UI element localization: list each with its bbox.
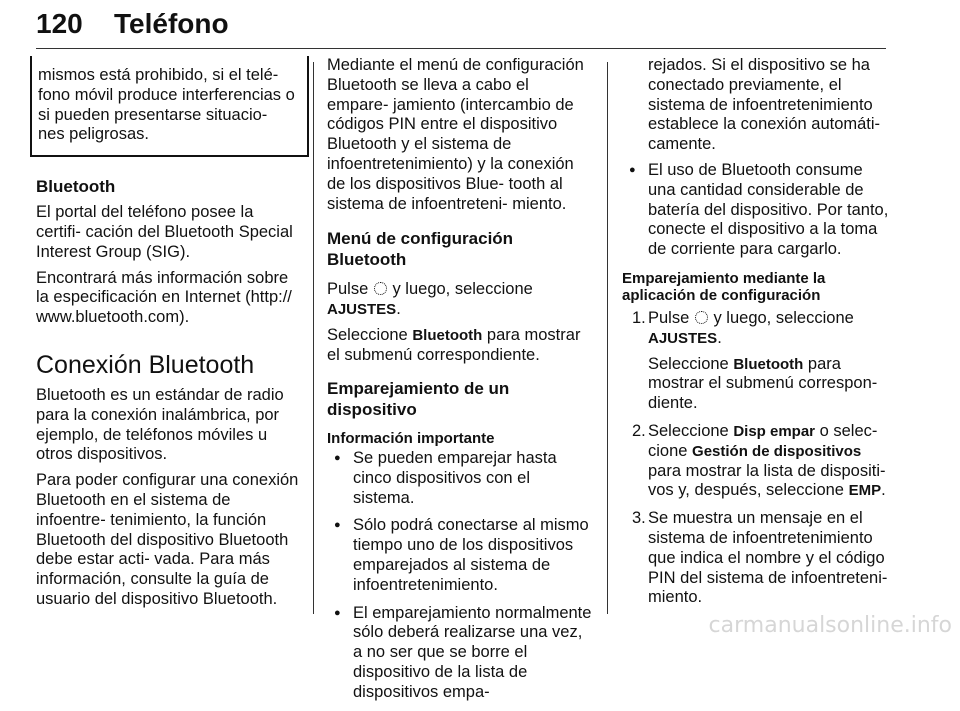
bullet-list	[622, 161, 890, 260]
paragraph: Encontrará más información sobre la especificación en Internet (http:// www.bluetooth.com).	[36, 268, 292, 327]
header-divider	[36, 48, 886, 49]
bullet-continuation: rejados. Si el dispositivo se ha conectado previamente, el sistema de infoentretenimiento establece la conexión automáti- camente.	[648, 56, 881, 154]
text-run: .	[881, 481, 886, 500]
text-run: para mostrar el submenú correspon- diente.	[648, 354, 878, 413]
text-run: Se muestra un mensaje en el sistema de infoentretenimiento que indica el nombre y el código PIN del sistema de infoentreteni- miento.	[648, 509, 888, 607]
text-run: Pulse	[327, 280, 369, 299]
text-run: para mostrar el submenú correspondiente.	[327, 325, 581, 364]
list-item: ● El uso de Bluetooth consume una cantidad considerable de batería del dispositivo. Por tanto, conecte el dispositivo a la toma de corriente para cargarlo.	[622, 161, 890, 260]
warning-text: mismos está prohibido, si el telé- fono móvil produce interferencias o si pueden presentarse situacio- nes peligrosas.	[38, 66, 295, 144]
step-number: 2.	[632, 421, 646, 440]
column-divider	[607, 62, 608, 614]
text-run: o selec- cione	[648, 421, 878, 460]
list-item: ● Se pueden emparejar hasta cinco dispositivos con el sistema.	[327, 449, 592, 508]
step-list	[622, 309, 890, 608]
ui-label-emp: EMP	[848, 482, 882, 500]
step-item	[622, 309, 890, 414]
list-item: ● El emparejamiento normalmente sólo deberá realizarse una vez, a no ser que se borre el dispositivo de la lista de dispositivos empa-	[327, 604, 592, 703]
column-right	[622, 56, 890, 616]
chapter-title: Teléfono	[114, 8, 229, 39]
ui-label-gestion: Gestión de dispositivos	[692, 442, 862, 460]
section-heading-conexion: Conexión Bluetooth	[36, 350, 255, 379]
section-heading-pairing: Emparejamiento de un dispositivo	[327, 378, 510, 419]
ui-label-ajustes: AJUSTES	[327, 301, 397, 319]
warning-box	[30, 56, 309, 157]
column-middle	[327, 56, 592, 711]
paragraph	[327, 326, 592, 366]
text-run: .	[717, 328, 722, 347]
subheading-info: Información importante	[327, 429, 495, 447]
settings-gear-icon	[374, 282, 387, 295]
step-item	[622, 422, 890, 501]
watermark: carmanualsonline.info	[708, 613, 952, 638]
ui-label-bluetooth: Bluetooth	[412, 326, 483, 344]
ui-label-ajustes: AJUSTES	[648, 329, 718, 347]
column-left	[36, 56, 299, 616]
text-run: y luego, seleccione	[392, 280, 533, 299]
settings-gear-icon	[695, 311, 708, 324]
step-number: 1.	[632, 308, 646, 327]
step-number: 3.	[632, 509, 646, 528]
paragraph: Para poder configurar una conexión Bluetooth en el sistema de infoentre- tenimiento, la función Bluetooth del dispositivo Bluetooth debe estar acti- vada. Para más información, consulte la guía de usuario del dispositivo Bluetooth.	[36, 471, 299, 608]
page-header	[36, 2, 886, 48]
section-heading-bluetooth: Bluetooth	[36, 177, 116, 197]
list-item: ● Sólo podrá conectarse al mismo tiempo uno de los dispositivos emparejados al sistema de infoentretenimiento.	[327, 516, 592, 595]
text-run: Seleccione	[648, 421, 729, 440]
subheading-app-pairing: Emparejamiento mediante la aplicación de configuración	[622, 269, 826, 305]
text-run: .	[396, 300, 401, 319]
bullet-list	[327, 449, 592, 703]
text-run: Seleccione	[648, 354, 729, 373]
text-run: Seleccione	[327, 325, 408, 344]
step-item	[622, 509, 890, 608]
ui-label-bluetooth: Bluetooth	[733, 355, 804, 373]
step-subtext	[648, 355, 890, 414]
text-run: para mostrar la lista de dispositi- vos y, después, seleccione	[648, 461, 886, 500]
paragraph: Mediante el menú de configuración Bluetooth se lleva a cabo el empare- jamiento (intercambio de códigos PIN entre el dispositivo Bluetooth y el sistema de infoentretenimiento) y la conexión de los dispositivos Blue- tooth al sistema de infoentreteni- miento.	[327, 56, 584, 213]
text-run: Pulse	[648, 308, 690, 327]
paragraph: Bluetooth es un estándar de radio para la conexión inalámbrica, por ejemplo, de teléfonos móviles u otros dispositivos.	[36, 385, 284, 464]
ui-label-disp-empar: Disp empar	[733, 422, 816, 440]
text-run: y luego, seleccione	[713, 308, 854, 327]
page-number: 120	[36, 8, 83, 39]
paragraph	[327, 280, 592, 320]
column-divider	[313, 62, 314, 614]
section-heading-menu: Menú de configuración Bluetooth	[327, 229, 514, 270]
paragraph: El portal del teléfono posee la certifi- cación del Bluetooth Special Interest Group (SIG).	[36, 203, 293, 261]
